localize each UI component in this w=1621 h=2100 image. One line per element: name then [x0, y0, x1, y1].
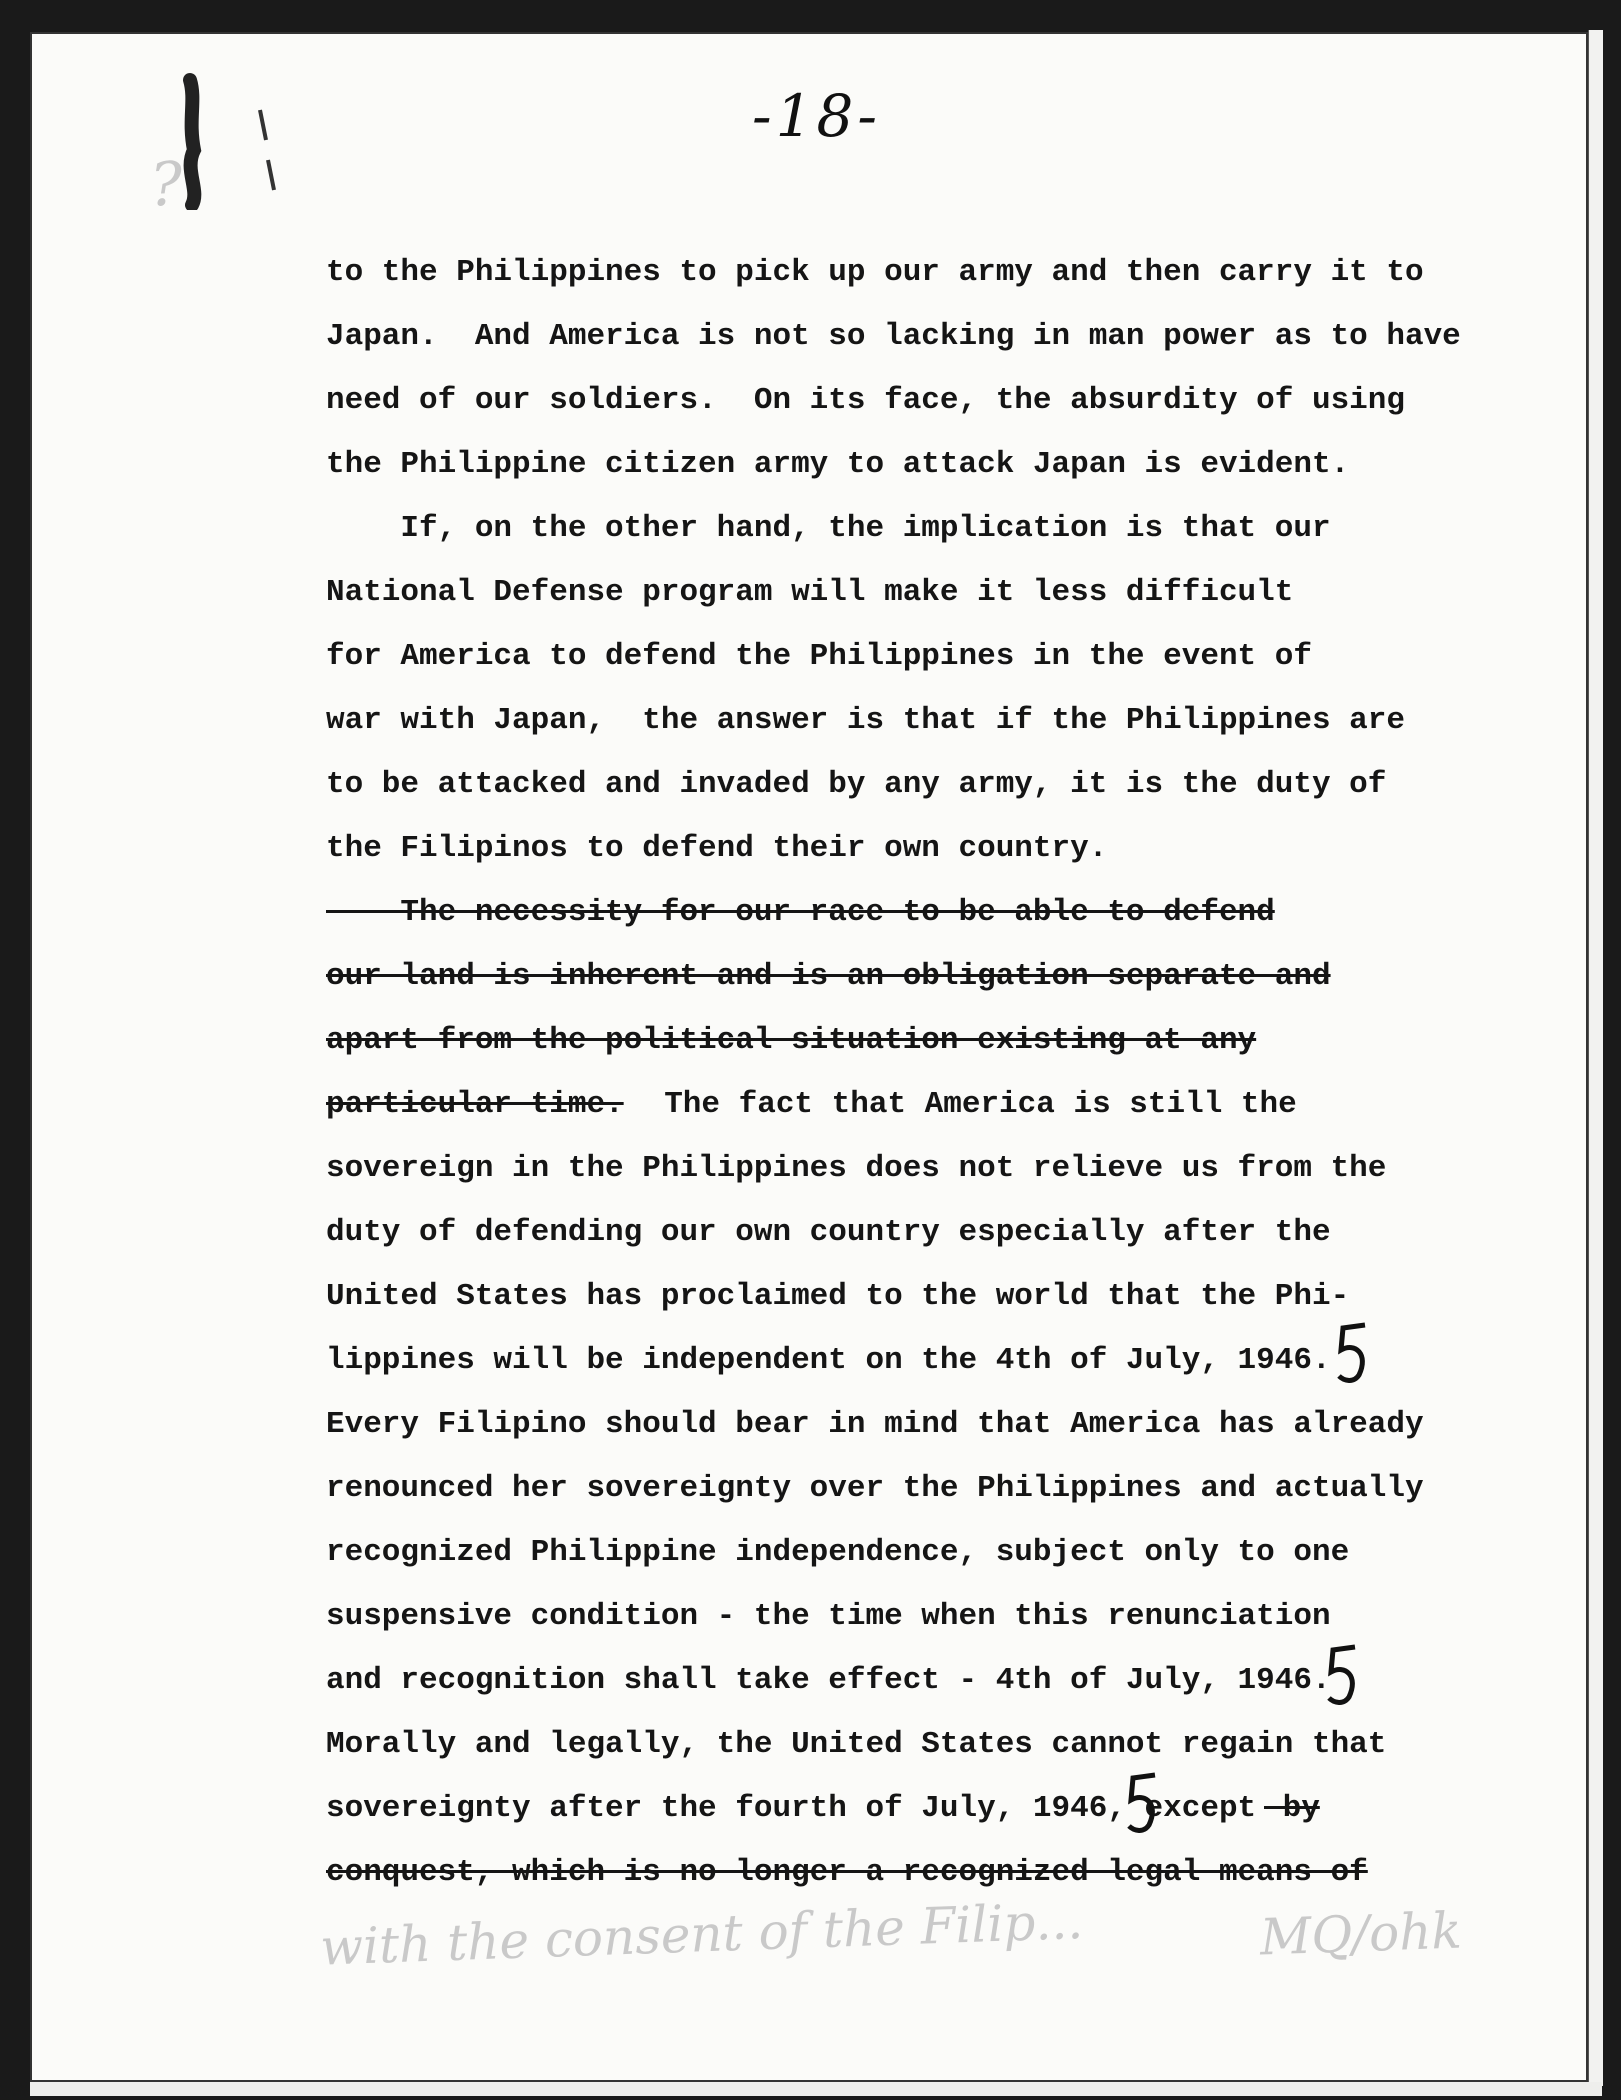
struck-text-line: particular time.: [326, 1087, 624, 1122]
text-line: recognized Philippine independence, subject only to one: [326, 1535, 1350, 1570]
struck-text-line: conquest, which is no longer a recognized legal means of: [326, 1855, 1368, 1890]
text-line: the Filipinos to defend their own country.: [326, 831, 1108, 866]
correction-mark: [1325, 1642, 1365, 1712]
text-line: National Defense program will make it less difficult: [326, 575, 1294, 610]
text-line: sovereignty after the fourth of July, 1946, except: [326, 1791, 1257, 1826]
handwritten-note-top: ?: [148, 149, 184, 221]
text-line: United States has proclaimed to the world that the Phi-: [326, 1279, 1350, 1314]
struck-text-line: by: [1264, 1791, 1320, 1826]
text-line: to be attacked and invaded by any army, it is the duty of: [326, 767, 1387, 802]
text-line: Every Filipino should bear in mind that America has already: [326, 1407, 1424, 1442]
text-line: Japan. And America is not so lacking in man power as to have: [326, 319, 1461, 354]
page-number: -18-: [752, 82, 881, 150]
text-line: and recognition shall take effect - 4th of July, 1946.: [326, 1663, 1331, 1698]
text-line: suspensive condition - the time when this renunciation: [326, 1599, 1331, 1634]
text-line: for America to defend the Philippines in the event of: [326, 639, 1312, 674]
struck-text-line: our land is inherent and is an obligation separate and: [326, 959, 1331, 994]
correction-mark: [1125, 1770, 1165, 1840]
text-line: The fact that America is still the: [627, 1087, 1297, 1122]
text-line: the Philippine citizen army to attack Japan is evident.: [326, 447, 1350, 482]
text-line: renounced her sovereignty over the Philippines and actually: [326, 1471, 1424, 1506]
text-line: Morally and legally, the United States cannot regain that: [326, 1727, 1387, 1762]
handwritten-note-bottom: with the consent of the Filip...: [319, 1891, 1100, 1977]
correction-mark: [1335, 1320, 1375, 1390]
text-line: If, on the other hand, the implication is that our: [326, 511, 1331, 546]
text-line: lippines will be independent on the 4th of July, 1946.: [326, 1343, 1331, 1378]
struck-text-line: apart from the political situation existing at any: [326, 1023, 1257, 1058]
handwritten-initials: MQ/ohk: [1259, 1901, 1463, 1967]
text-line: sovereign in the Philippines does not relieve us from the: [326, 1151, 1387, 1186]
text-line: war with Japan, the answer is that if the Philippines are: [326, 703, 1405, 738]
text-line: to the Philippines to pick up our army and then carry it to: [326, 255, 1424, 290]
text-line: duty of defending our own country especially after the: [326, 1215, 1331, 1250]
struck-text-line: The necessity for our race to be able to defend: [326, 895, 1275, 930]
text-line: need of our soldiers. On its face, the absurdity of using: [326, 383, 1405, 418]
